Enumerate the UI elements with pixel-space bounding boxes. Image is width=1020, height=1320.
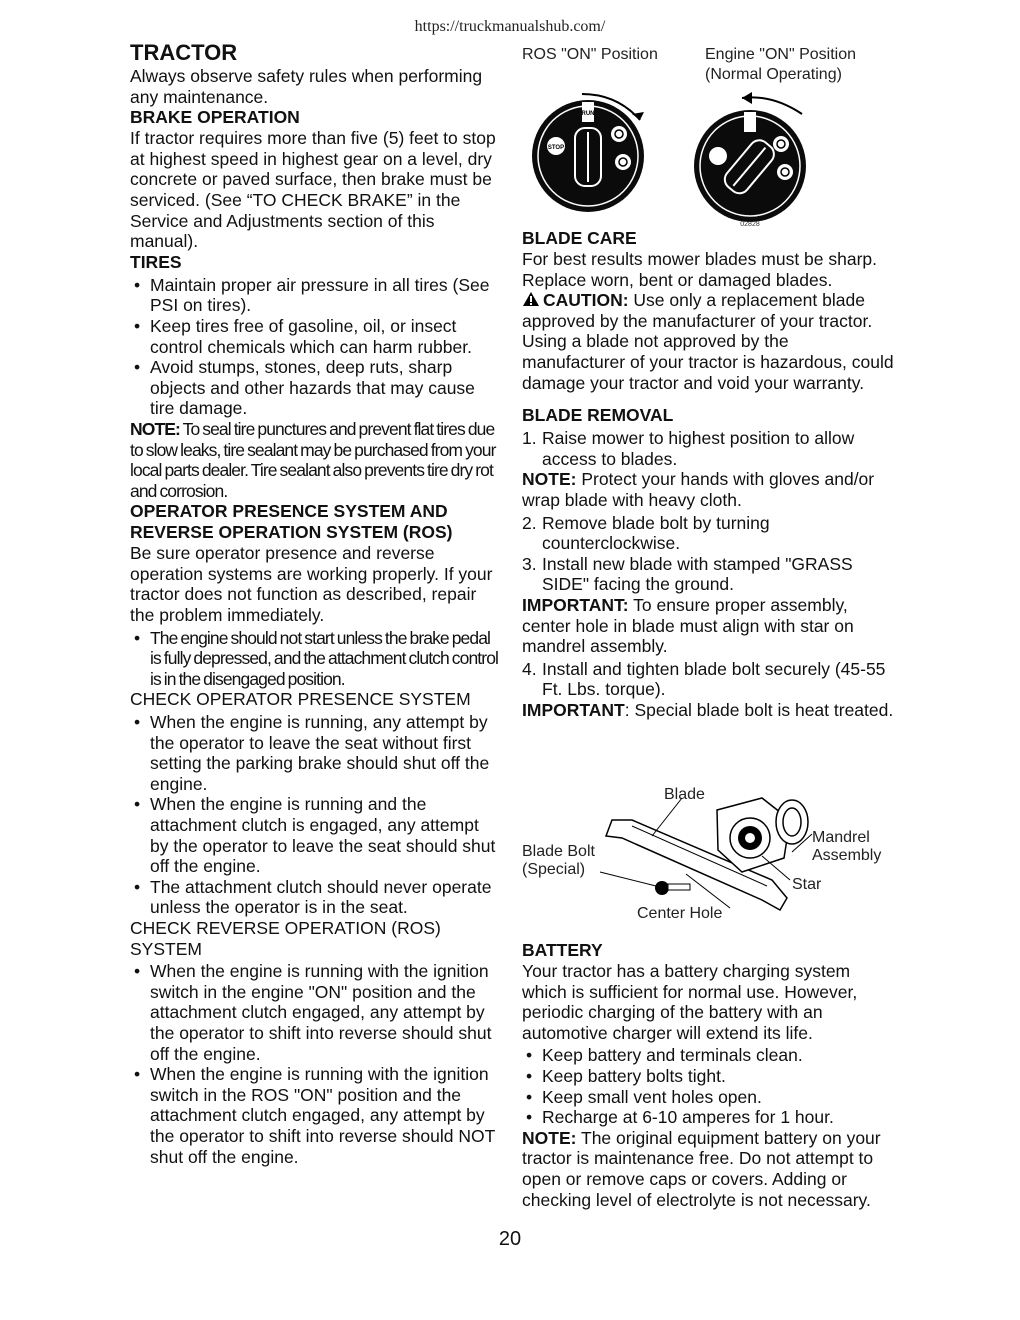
list-item: • When the engine is running, any attempt by the operator to leave the seat without first setting the parking brake should shut off the engine. bbox=[130, 712, 502, 794]
list-item: 2. Remove blade bolt by turning counterclockwise. bbox=[522, 512, 770, 554]
page-number: 20 bbox=[498, 1228, 522, 1250]
tires-list bbox=[130, 275, 502, 419]
important-label: IMPORTANT: bbox=[522, 594, 629, 615]
list-item: • When the engine is running and the attachment clutch is engaged, any attempt by the operator to leave the seat should shut off the engine. bbox=[130, 794, 502, 876]
blade-removal-steps-cont bbox=[522, 513, 894, 595]
battery-note bbox=[522, 1128, 894, 1210]
blade-diagram bbox=[522, 780, 822, 930]
blade-label: Blade bbox=[664, 786, 705, 803]
important-text: To ensure proper assembly, center hole in blade must align with star on mandrel assembly. bbox=[522, 594, 854, 657]
star-label: Star bbox=[792, 876, 822, 893]
list-item: • Recharge at 6-10 amperes for 1 hour. bbox=[522, 1107, 894, 1128]
note-text: Protect your hands with gloves and/or wrap blade with heavy cloth. bbox=[522, 469, 875, 510]
run-label: RUN bbox=[581, 111, 595, 117]
list-item: 3. Install new blade with stamped "GRASS SIDE" facing the ground. bbox=[522, 553, 853, 595]
list-item: • Maintain proper air pressure in all tires (See PSI on tires). bbox=[130, 275, 502, 316]
blade-bolt-label: Blade Bolt bbox=[522, 843, 595, 860]
stop-label: STOP bbox=[547, 145, 565, 151]
battery-text: Your tractor has a battery charging system which is sufficient for normal use. However, periodic charging of the battery with an automotive charger will extend its life. bbox=[522, 961, 858, 1043]
engine-switch-dial bbox=[694, 110, 806, 222]
important-label: IMPORTANT bbox=[522, 699, 625, 720]
blade-care-heading: BLADE CARE bbox=[522, 228, 637, 248]
figure-code: 02828 bbox=[740, 221, 760, 228]
special-label: (Special) bbox=[522, 861, 586, 878]
list-item: • When the engine is running with the ignition switch in the engine "ON" position and the attachment clutch engaged, any attempt by the operator to shift into reverse should shut off the engine. bbox=[130, 961, 502, 1064]
step-text: Remove blade bolt by turning counterclockwise. bbox=[542, 512, 770, 554]
intro-text: Always observe safety rules when performing any maintenance. bbox=[130, 66, 483, 107]
blade-removal-steps-end bbox=[522, 659, 894, 700]
list-item: • Keep tires free of gasoline, oil, or insect control chemicals which can harm rubber. bbox=[130, 316, 502, 357]
important-note-2 bbox=[522, 700, 894, 721]
engine-position-sublabel: (Normal Operating) bbox=[705, 66, 842, 83]
note-text: To seal tire punctures and prevent flat tires due to slow leaks, tire sealant may be purchased from your local parts dealer. Tire sealant also prevents tire dry rot and corrosion. bbox=[130, 418, 496, 501]
section-title: TRACTOR bbox=[130, 40, 238, 65]
ros-position-label: ROS "ON" Position bbox=[522, 46, 658, 63]
brake-heading: BRAKE OPERATION bbox=[130, 107, 300, 128]
note-label: NOTE: bbox=[522, 469, 577, 490]
battery-heading: BATTERY bbox=[522, 940, 603, 960]
battery-list bbox=[522, 1045, 894, 1127]
list-item: • Keep battery and terminals clean. bbox=[522, 1045, 894, 1066]
tires-note bbox=[130, 419, 502, 501]
caution-label: CAUTION: bbox=[543, 290, 629, 311]
ros-switch-dial bbox=[532, 100, 644, 212]
caution-text: Use only a replacement blade approved by the manufacturer of your tractor. Using a blade not approved by the manufacturer of your tractor is hazardous, could damage your tractor and void your warranty. bbox=[522, 290, 894, 393]
step-text: Raise mower to highest position to allow access to blades. bbox=[542, 428, 855, 469]
important-note-1 bbox=[522, 595, 894, 657]
ignition-switch-figure bbox=[522, 84, 822, 228]
source-url: https://truckmanualshub.com/ bbox=[414, 18, 606, 35]
blade-note bbox=[522, 469, 894, 510]
battery-section bbox=[522, 940, 894, 1210]
blade-removal-steps bbox=[522, 428, 894, 469]
assembly-label: Assembly bbox=[812, 847, 882, 864]
blade-bolt-icon bbox=[655, 881, 690, 895]
list-item: • Avoid stumps, stones, deep ruts, sharp objects and other hazards that may cause tire damage. bbox=[130, 357, 502, 419]
left-column bbox=[130, 40, 502, 1167]
arrow-head-icon bbox=[742, 92, 752, 104]
list-item: • Keep battery bolts tight. bbox=[522, 1066, 894, 1087]
check-ros-list bbox=[130, 961, 502, 1167]
note-text: The original equipment battery on your tractor is maintenance free. Do not attempt to open or remove caps or covers. Adding or checking level of electrolyte is not necessary. bbox=[522, 1127, 881, 1210]
list-item: • Keep small vent holes open. bbox=[522, 1087, 894, 1108]
warning-icon bbox=[522, 291, 540, 307]
caution-paragraph bbox=[522, 290, 894, 393]
center-hole-label: Center Hole bbox=[637, 905, 723, 922]
step-text: Install new blade with stamped "GRASS SIDE" facing the ground. bbox=[542, 553, 853, 595]
ops-heading: OPERATOR PRESENCE SYSTEM AND REVERSE OPERATION SYSTEM (ROS) bbox=[130, 501, 453, 543]
blade-removal-heading: BLADE REMOVAL bbox=[522, 405, 674, 426]
list-item: 4. Install and tighten blade bolt securely (45-55 Ft. Lbs. torque). bbox=[522, 658, 886, 700]
ops-list bbox=[130, 628, 502, 690]
list-item: 1. Raise mower to highest position to allow access to blades. bbox=[522, 428, 855, 469]
engine-position-label: Engine "ON" Position bbox=[705, 46, 856, 63]
list-item: • The attachment clutch should never operate unless the operator is in the seat. bbox=[130, 877, 502, 918]
ops-text: Be sure operator presence and reverse operation systems are working properly. If your tractor does not function as described, repair the problem immediately. bbox=[130, 543, 493, 626]
check-ros-heading: CHECK REVERSE OPERATION (ROS) SYSTEM bbox=[130, 917, 441, 959]
important-text: : Special blade bolt is heat treated. bbox=[624, 699, 894, 720]
brake-text: If tractor requires more than five (5) feet to stop at highest speed in highest gear on a level, dry concrete or paved surface, then brake must be serviced. (See “TO CHECK BRAKE” in the Service and Adjustments section of this manual). bbox=[130, 128, 496, 252]
mandrel-assembly-icon bbox=[717, 798, 808, 872]
check-op-list bbox=[130, 712, 502, 918]
note-label: NOTE: bbox=[130, 418, 180, 439]
list-item: • The engine should not start unless the brake pedal is fully depressed, and the attachment clutch control is in the disengaged position. bbox=[130, 628, 502, 690]
tires-heading: TIRES bbox=[130, 251, 182, 272]
list-item: • When the engine is running with the ignition switch in the ROS "ON" position and the attachment clutch engaged, any attempt by the operator to shift into reverse should NOT shut off the engine. bbox=[130, 1064, 502, 1167]
blade-care-text: For best results mower blades must be sharp. Replace worn, bent or damaged blades. bbox=[522, 249, 878, 290]
right-column bbox=[522, 228, 894, 720]
mandrel-label: Mandrel bbox=[812, 829, 870, 846]
step-text: Install and tighten blade bolt securely (45-55 Ft. Lbs. torque). bbox=[542, 658, 886, 700]
check-op-heading: CHECK OPERATOR PRESENCE SYSTEM bbox=[130, 689, 471, 710]
note-label: NOTE: bbox=[522, 1127, 577, 1148]
